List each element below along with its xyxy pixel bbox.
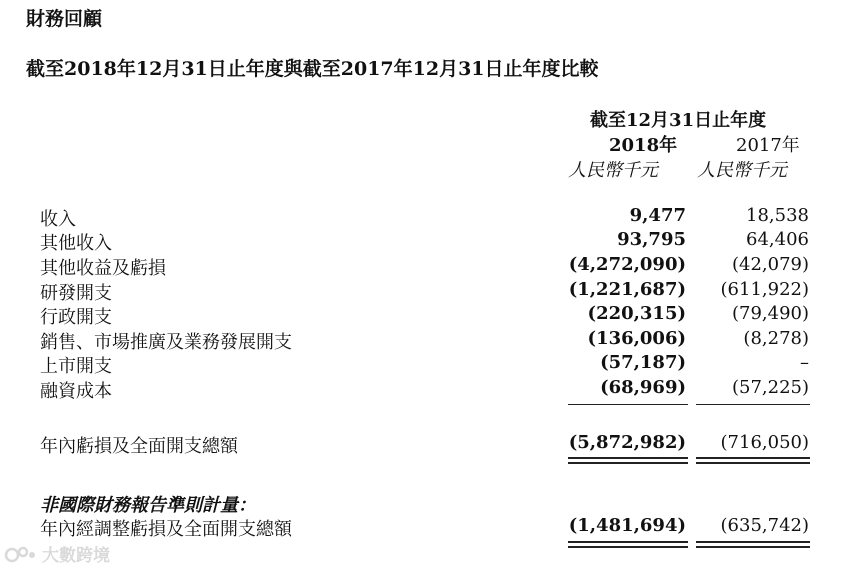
row-label-revenue: 收入 (40, 209, 76, 230)
row-label-adjusted-loss: 年內經調整虧損及全面開支總額 (40, 519, 292, 540)
value-2017-other-income: 64,406 (746, 229, 809, 250)
value-2018-other-income: 93,795 (617, 229, 686, 250)
non-ifrs-heading: 非國際財務報告準則計量： (40, 495, 256, 516)
subtotal-rule-2018 (568, 404, 688, 405)
value-2017-other-gains-losses: (42,079) (731, 254, 809, 275)
value-2018-finance-costs: (68,969) (600, 377, 686, 398)
column-year-2018: 2018年 (609, 135, 678, 156)
row-label-total-loss: 年內虧損及全面開支總額 (40, 436, 238, 457)
total-double-rule-top-2018 (568, 457, 688, 459)
row-label-listing-expenses: 上市開支 (40, 356, 112, 377)
value-2017-selling-marketing: (8,278) (743, 328, 809, 349)
row-label-selling-marketing: 銷售、市場推廣及業務發展開支 (40, 332, 292, 353)
adjusted-double-rule-top-2017 (696, 541, 810, 543)
value-2017-adjusted-loss: (635,742) (720, 515, 809, 536)
adjusted-double-rule-bottom-2018 (568, 546, 688, 548)
total-double-rule-bottom-2017 (696, 462, 810, 464)
subtotal-rule-2017 (696, 404, 810, 405)
value-2017-admin-expenses: (79,490) (731, 303, 809, 324)
section-title: 財務回顧 (26, 8, 103, 30)
adjusted-double-rule-bottom-2017 (696, 546, 810, 548)
value-2017-rd-expenses: (611,922) (720, 279, 809, 300)
value-2017-finance-costs: (57,225) (731, 377, 809, 398)
watermark (4, 541, 110, 566)
value-2018-admin-expenses: (220,315) (587, 303, 686, 324)
logo-icon (4, 545, 38, 563)
value-2017-total-loss: (716,050) (720, 432, 809, 453)
watermark-text: 大數跨境 (42, 546, 110, 566)
column-unit-2018: 人民幣千元 (568, 160, 658, 181)
row-label-other-gains-losses: 其他收益及虧損 (40, 258, 166, 279)
value-2018-adjusted-loss: (1,481,694) (568, 515, 686, 536)
value-2018-total-loss: (5,872,982) (568, 432, 686, 453)
row-label-finance-costs: 融資成本 (40, 381, 112, 402)
comparison-subtitle: 截至2018年12月31日止年度與截至2017年12月31日止年度比較 (26, 58, 599, 80)
value-2018-listing-expenses: (57,187) (600, 352, 686, 373)
row-label-other-income: 其他收入 (40, 233, 112, 254)
column-unit-2017: 人民幣千元 (697, 160, 787, 181)
period-header: 截至12月31日止年度 (590, 110, 767, 131)
total-double-rule-top-2017 (696, 457, 810, 459)
column-year-2017: 2017年 (736, 135, 800, 156)
value-2018-revenue: 9,477 (629, 205, 686, 226)
adjusted-double-rule-top-2018 (568, 541, 688, 543)
row-label-admin-expenses: 行政開支 (40, 307, 112, 328)
value-2018-rd-expenses: (1,221,687) (568, 279, 686, 300)
total-double-rule-bottom-2018 (568, 462, 688, 464)
value-2017-listing-expenses: – (800, 352, 809, 373)
value-2018-selling-marketing: (136,006) (587, 328, 686, 349)
value-2017-revenue: 18,538 (746, 205, 809, 226)
row-label-rd-expenses: 研發開支 (40, 283, 112, 304)
value-2018-other-gains-losses: (4,272,090) (568, 254, 686, 275)
